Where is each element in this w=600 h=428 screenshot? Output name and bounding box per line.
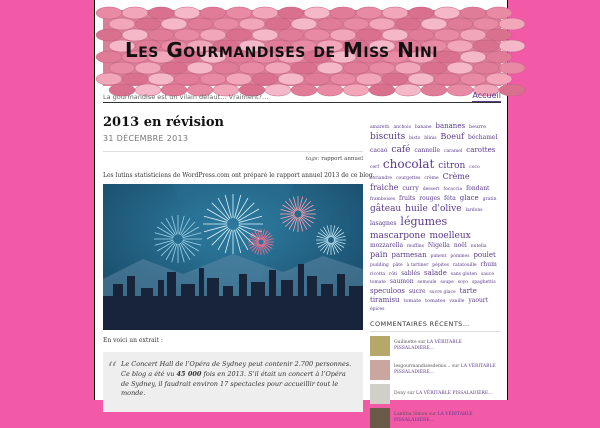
tag-cloud-item[interactable]: gratin [482, 196, 497, 202]
comment-post-link[interactable]: LA VÉRITABLE PISSALADIÈRE… [394, 363, 496, 375]
tag-cloud-item[interactable]: saumon [389, 278, 414, 286]
comment-author[interactable]: Guilinette [394, 339, 417, 345]
tag-cloud-item[interactable]: sauce tomate [370, 272, 494, 286]
tag-cloud-item[interactable]: tarte [459, 286, 477, 295]
tag-cloud-item[interactable]: gâteau [370, 203, 402, 214]
tag-cloud-item[interactable]: vanille [449, 299, 465, 305]
tag-cloud-item[interactable]: noël [453, 242, 467, 250]
tag-link[interactable]: rapport annuel [321, 156, 363, 162]
comment-sur: sur [405, 390, 416, 396]
comment-item [370, 384, 501, 404]
post-title[interactable]: 2013 en révision [103, 115, 224, 130]
quote-text-2: fois en 2013. S’il était un concert à l’Opéra de Sydney, il faudrait environ 17 spectacles pour accueillir tout le monde. [121, 369, 346, 398]
tag-cloud-item[interactable]: mozzarella [370, 242, 404, 250]
post-intro: Les lutins statisticiens de WordPress.com ont préparé le rapport annuel 2013 de ce blog. [103, 172, 375, 179]
tag-cloud-item[interactable]: dessert [422, 186, 440, 192]
tag-cloud-item[interactable]: beurre [468, 124, 487, 130]
comment-text [394, 340, 501, 352]
tag-cloud-item[interactable]: soyo [457, 280, 469, 286]
tag-cloud-item[interactable]: féta [444, 194, 456, 202]
tag-cloud-item[interactable]: ratatouille [452, 262, 477, 268]
tag-cloud-item[interactable]: café [391, 144, 411, 155]
tag-cloud-item[interactable]: soupe [440, 280, 454, 286]
comment-author[interactable]: lesgourmandisesdemis… [394, 363, 451, 369]
comment-author[interactable]: Laetitia Simon [394, 411, 428, 417]
page-inner [103, 0, 501, 423]
tag-cloud-item[interactable]: bisto [409, 136, 421, 142]
tag-cloud-item[interactable]: piment [430, 254, 447, 260]
nav-accueil[interactable]: Accueil [472, 91, 501, 103]
tag-cloud-item[interactable]: coriandre [370, 175, 393, 181]
quote-text-1: Le Concert Hall de l’Opéra de Sydney peut contenir 2.700 personnes. Ce blog a été vu [121, 360, 352, 378]
tag-cloud-item[interactable]: pain [370, 250, 388, 260]
tag-cloud-item[interactable]: amaretti [370, 125, 390, 130]
avatar[interactable] [370, 384, 390, 404]
tag-cloud-item[interactable]: fondant [466, 184, 490, 192]
tag-cloud-item[interactable]: tomates [425, 298, 446, 305]
site-tagline: La gourmandise est un vilain défaut… Vraiment?… [103, 93, 269, 101]
tag-cloud-item[interactable]: Nigella [427, 242, 450, 250]
tag-cloud-item[interactable]: speculoos [370, 286, 405, 295]
tag-cloud-item[interactable]: fruits [399, 194, 416, 202]
comments-title: COMMENTAIRES RÉCENTS… [370, 320, 501, 332]
tag-cloud-item[interactable]: muffins [406, 244, 424, 250]
tag-cloud-item[interactable]: légumes [400, 215, 448, 229]
avatar[interactable] [370, 360, 390, 380]
tag-cloud-item[interactable]: mascarpone [370, 230, 426, 241]
tag-cloud-item[interactable]: nutella [470, 244, 487, 250]
tag-cloud-item[interactable]: ricotta [370, 272, 386, 278]
page-container [94, 0, 508, 423]
tag-cloud-item[interactable]: framboises [370, 196, 396, 202]
tag-cloud-item[interactable]: à tartiner [406, 262, 429, 268]
comment-sur: sur [416, 339, 427, 345]
header-banner[interactable] [103, 10, 501, 86]
tag-cloud-item[interactable]: lardons [465, 207, 483, 213]
quote-views: 45 000 [176, 369, 202, 378]
quote-mark-icon: “ [107, 357, 118, 381]
tag-cloud-item[interactable]: spaghettis [471, 280, 496, 286]
site-title[interactable]: Les Gourmandises de Miss Nini [125, 38, 438, 62]
tag-cloud-item[interactable]: rouges [419, 194, 441, 202]
tag-cloud-item[interactable]: rôti [389, 272, 398, 278]
tag-cloud-item[interactable]: crème [424, 175, 439, 181]
comment-author[interactable]: Dony [394, 390, 406, 396]
tag-cloud-item[interactable]: Crème fraiche [370, 171, 470, 192]
sidebar [370, 122, 501, 428]
tag-cloud-item[interactable]: Boeuf [440, 132, 465, 142]
tag-cloud-item[interactable]: sablés [401, 270, 421, 278]
tag-cloud-item[interactable]: rhum [480, 260, 497, 268]
tag-cloud-item[interactable]: salade [424, 269, 447, 278]
tag-cloud-item[interactable]: chocolat [382, 156, 435, 171]
tag-cloud-item[interactable]: pudding [370, 262, 389, 268]
tag-cloud-item[interactable]: sans gluten [450, 272, 477, 278]
tag-cloud-item[interactable]: parmesan [391, 251, 427, 260]
tag-cloud-item[interactable]: moelleux [429, 230, 471, 241]
comment-post-link[interactable]: LA VÉRITABLE PISSALADIÈRE… [394, 339, 462, 351]
tag-cloud-item[interactable]: sucre [408, 287, 426, 295]
tag-cloud-item[interactable]: pâte [392, 262, 403, 268]
tag-cloud-item[interactable]: pommes [450, 254, 470, 260]
tag-cloud-item[interactable]: citron [438, 160, 466, 171]
tag-cloud-item[interactable]: tomate [403, 298, 422, 305]
post-tags [103, 151, 363, 162]
comment-item [370, 360, 501, 380]
comment-sur: sur [427, 411, 438, 417]
comment-text [394, 391, 493, 397]
tags-label: tags: [305, 156, 320, 162]
extrait-label: En voici un extrait : [103, 337, 163, 344]
comment-sur: sur [450, 363, 461, 369]
comment-post-link[interactable]: LA VÉRITABLE PISSALADIÈRE… [416, 390, 493, 396]
recent-comments [370, 336, 501, 428]
tag-cloud-item[interactable]: semoule [417, 280, 437, 286]
stats-quote [103, 352, 363, 412]
comment-item [370, 408, 501, 428]
tag-cloud-item[interactable]: pépites [432, 262, 449, 268]
tag-cloud-item[interactable]: cannelle [414, 146, 441, 154]
avatar[interactable] [370, 408, 390, 428]
tag-cloud-item[interactable]: banane [414, 125, 432, 130]
avatar[interactable] [370, 336, 390, 356]
tag-cloud-item[interactable]: tiramisu [370, 296, 400, 305]
tag-cloud-item[interactable]: biscuits [370, 132, 406, 143]
tag-cloud-item[interactable]: caramel [443, 148, 463, 154]
tag-cloud-item[interactable]: lasagnes [370, 220, 397, 228]
tag-cloud-item[interactable]: poulet [473, 251, 496, 260]
tag-cloud-item[interactable]: coco [469, 164, 480, 170]
tag-cloud [370, 122, 501, 314]
fireworks-image [103, 184, 363, 330]
tag-cloud-item[interactable]: blinis [424, 136, 437, 142]
tag-cloud-item[interactable]: anchois [393, 125, 411, 130]
tag-cloud-item[interactable]: épices [370, 307, 385, 313]
nav-divider [103, 102, 501, 103]
tag-cloud-item[interactable]: béchamel [468, 134, 498, 142]
post-date: 31 DÉCEMBRE 2013 [103, 134, 189, 143]
tag-cloud-item[interactable]: cacao [370, 146, 388, 154]
tag-cloud-item[interactable]: glace [459, 193, 479, 202]
tag-cloud-item[interactable]: yaourt [468, 297, 489, 305]
fireworks-illustration [103, 184, 363, 330]
tag-cloud-item[interactable]: huile [405, 203, 428, 214]
tag-cloud-item[interactable]: bananes [435, 122, 466, 130]
tag-cloud-item[interactable]: curry [402, 184, 419, 192]
comment-item [370, 336, 501, 356]
tag-cloud-item[interactable]: cerf [370, 164, 379, 170]
comment-post-link[interactable]: LA VÉRITABLE PISSALADIÈRE… [394, 411, 473, 423]
tag-cloud-item[interactable]: sucre glace [429, 289, 456, 295]
tag-cloud-item[interactable]: d'olive [431, 203, 462, 214]
tag-cloud-item[interactable]: courgettes [396, 175, 421, 181]
comment-text [394, 412, 501, 424]
comment-text [394, 364, 501, 376]
tag-cloud-item[interactable]: focaccia [443, 186, 463, 192]
tag-cloud-item[interactable]: carottes [466, 145, 496, 154]
